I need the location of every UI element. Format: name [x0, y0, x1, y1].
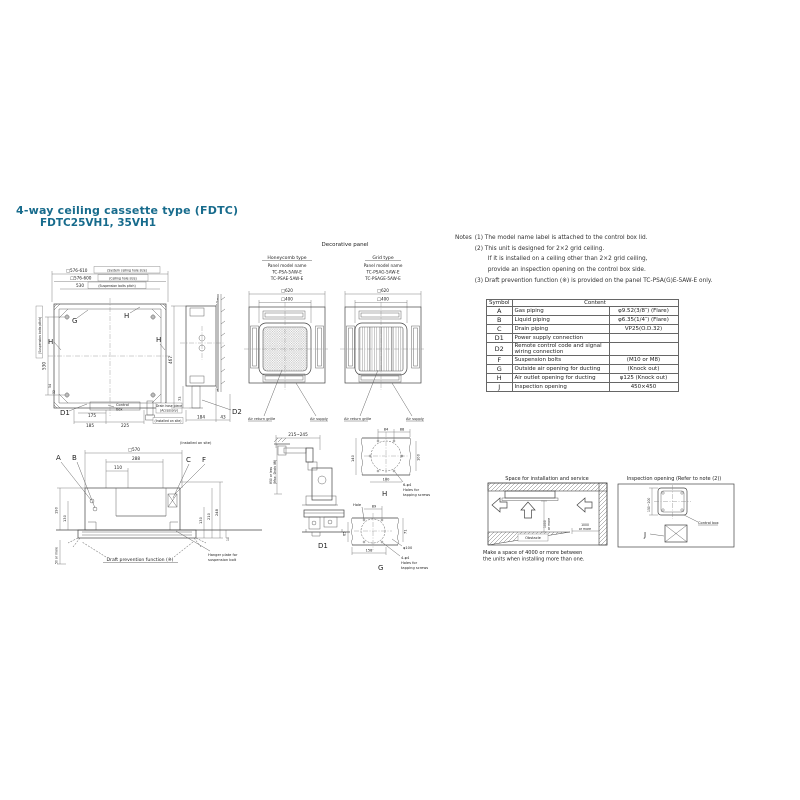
dim-phi-100: φ100	[403, 546, 413, 550]
table-row	[487, 343, 679, 356]
plan-top-dims	[52, 267, 168, 303]
side-view-drawing	[166, 288, 258, 430]
value-cell: (M10 or M8)	[609, 356, 678, 365]
label-J: J	[644, 531, 647, 539]
dim-110: 110	[114, 465, 122, 470]
section-view-drawing	[48, 438, 270, 578]
label-H-left: H	[48, 338, 54, 346]
control-box-label2: box	[116, 407, 123, 412]
table-header-row	[487, 300, 679, 307]
label-C: C	[186, 456, 191, 464]
plan-unit-outline	[48, 298, 172, 416]
label-D1: D1	[318, 542, 328, 550]
drain-detail-pipes	[274, 438, 338, 505]
note-line: (3) Draft prevention function (※) is provided on the panel TC-PSA(G)E-5AW-E only.	[474, 277, 713, 284]
inspection-labels	[643, 515, 720, 542]
h-detail-notes	[382, 472, 430, 498]
air-return-grille-label: Air return grille	[344, 417, 372, 421]
model-subtitle: FDTC25VH1, 35VH1	[40, 217, 157, 229]
table-row	[487, 316, 679, 325]
label-B: B	[72, 454, 77, 462]
note-line: provide an inspection opening on the control box side.	[487, 267, 646, 274]
dim-158: 158	[365, 548, 373, 553]
side-outline	[180, 294, 225, 408]
symbol-cell: C	[487, 325, 513, 334]
value-cell: φ125 (Knock out)	[609, 374, 678, 383]
inspection-unit	[654, 485, 691, 519]
honeycomb-panel-face	[244, 302, 328, 390]
col-header-content: Content	[512, 300, 678, 307]
dim-ceiling-hole: □576-600	[70, 275, 92, 281]
table-row	[487, 334, 679, 343]
dim-100-bottom: 100	[382, 477, 390, 482]
symbol-cell: B	[487, 316, 513, 325]
h-detail-shape	[361, 432, 410, 482]
dim-89: 89	[371, 504, 377, 509]
section-bottom-labels	[82, 531, 238, 563]
dim-10: 10	[226, 537, 230, 541]
grid-panel-face	[340, 302, 424, 390]
dim-1000-vertical-more: or more	[547, 517, 551, 530]
symbol-cell: F	[487, 356, 513, 365]
dim-1000-horizontal-more: or more	[578, 527, 592, 531]
drain-detail-dims	[269, 432, 320, 494]
plan-left-dims	[36, 306, 65, 395]
holes-note-1: Holes for	[403, 488, 420, 492]
g-detail-shape	[351, 513, 398, 550]
dim-pitch-v: 530	[41, 362, 47, 370]
dim-400: □400	[377, 296, 389, 302]
symbol-table	[486, 299, 679, 392]
item-cell: Remote control code and signal wiring connection	[512, 343, 609, 356]
dim-ceiling-hole-note: (Ceiling hole size)	[109, 276, 137, 281]
air-return-grille-label: Air return grille	[248, 417, 276, 421]
holes-count: 4-φ4	[401, 556, 410, 560]
dim-184: 184	[197, 414, 205, 420]
air-supply-label: Air supply	[310, 417, 328, 421]
dim-88: 88	[399, 427, 405, 432]
label-G: G	[72, 317, 78, 325]
item-cell: Power supply connection	[512, 334, 609, 343]
symbol-cell: D2	[487, 343, 513, 356]
item-cell: Suspension bolts	[512, 356, 609, 365]
dim-140: 140	[351, 455, 355, 462]
table-row	[487, 307, 679, 316]
label-A: A	[56, 454, 61, 462]
dim-400: □400	[281, 296, 293, 302]
draft-prevention-label: Draft prevention function (※)	[106, 558, 174, 563]
hanger-plate-label-1: Hanger plate for	[208, 553, 238, 557]
dim-215-245: 215~245	[288, 432, 308, 437]
dim-50-or-more: 50 or more	[54, 546, 59, 564]
dim-288: 288	[132, 456, 140, 461]
obstacle-label: Obstacle	[525, 536, 541, 540]
drain-hose-label: Drain hose piece	[155, 404, 183, 408]
dim-130-left: 130	[63, 515, 67, 522]
dim-32: 32	[52, 390, 56, 394]
item-cell: Gas piping	[512, 307, 609, 316]
grid-type-label: Grid type	[372, 256, 394, 261]
table-row	[487, 365, 679, 374]
table-row	[487, 325, 679, 334]
dim-73: 73	[178, 396, 182, 401]
air-outlet-knockout-detail	[348, 420, 431, 502]
hole-label: Hole	[353, 503, 362, 507]
dim-max-drain-lift-label: (Max. Drain lift)	[273, 459, 277, 484]
dim-190: 190	[54, 507, 59, 514]
dim-175: 175	[88, 413, 96, 418]
panel-model-1: TC-PSAG-5AW-E	[366, 269, 400, 275]
honeycomb-dims	[249, 288, 325, 323]
note-line: (2) This unit is designed for 2×2 grid ceiling.	[474, 245, 605, 252]
section-left-dims	[55, 488, 86, 564]
item-cell: Drain piping	[512, 325, 609, 334]
drain-hose-accessory: (Accessory)	[159, 408, 179, 413]
table-row	[487, 374, 679, 383]
table-row	[487, 356, 679, 365]
honeycomb-type-label: Honeycomb type	[267, 256, 307, 261]
dim-467: 467	[168, 356, 173, 364]
panel-model-2: TC-PSAE-5AW-E	[270, 276, 304, 281]
panel-model-2: TC-PSAGE-5AW-E	[365, 276, 401, 281]
service-space-title: Space for installation and service	[505, 476, 589, 482]
dim-bolt-pitch: 530	[76, 283, 84, 288]
notes-label: Notes	[455, 235, 472, 241]
grid-dims	[345, 288, 421, 323]
service-space-room	[488, 483, 607, 545]
value-cell: φ9.52(3/8″) (Flare)	[609, 307, 678, 316]
value-cell	[609, 334, 678, 343]
dim-620: □620	[281, 288, 293, 293]
item-cell: Liquid piping	[512, 316, 609, 325]
dim-620: □620	[377, 288, 389, 293]
inspection-opening-diagram	[614, 474, 740, 562]
label-F: F	[202, 456, 207, 464]
dim-100-right: 100	[416, 454, 421, 461]
col-header-symbol: Symbol	[487, 300, 513, 307]
dim-1000-horizontal: 1000	[581, 523, 589, 527]
dim-570: □570	[128, 447, 140, 452]
value-cell: 450×450	[609, 383, 678, 392]
holes-note-1: Holes for	[401, 561, 418, 565]
g-detail-dims	[343, 503, 413, 555]
dim-43: 43	[220, 414, 226, 420]
holes-note-2: tapping screws	[401, 566, 429, 570]
panel-model-name-label: Panel model name	[267, 263, 307, 268]
holes-count: 6-φ4	[403, 483, 412, 487]
notes-lines	[475, 233, 713, 287]
label-G: G	[378, 564, 384, 572]
control-box-label: Control box	[698, 521, 719, 525]
dim-max-drain-lift-value: 850 or less	[269, 466, 273, 484]
note-line: If it is installed on a ceiling other than 2×2 grid ceiling,	[487, 256, 648, 263]
section-top-dims	[85, 447, 182, 488]
symbol-cell: J	[487, 383, 513, 392]
drain-installed-note: (Installed on site)	[154, 419, 182, 423]
label-H-right: H	[156, 336, 162, 344]
symbol-cell: A	[487, 307, 513, 316]
plan-control-box	[90, 402, 140, 412]
item-cell: Air outlet opening for ducting	[512, 374, 609, 383]
dim-210: 210	[207, 513, 211, 520]
item-cell: Outside air opening for ducting	[512, 365, 609, 374]
plan-view-drawing	[32, 266, 182, 431]
grid-captions	[364, 255, 403, 281]
item-cell: Inspection opening	[512, 383, 609, 392]
decorative-panel-caption: Decorative panel	[321, 242, 369, 248]
label-H: H	[382, 490, 388, 498]
honeycomb-captions	[262, 255, 312, 281]
air-supply-label: Air supply	[406, 417, 424, 421]
value-cell: φ6.35(1/4″) (Flare)	[609, 316, 678, 325]
note-line: (1) The model name label is attached to the control box lid.	[474, 235, 648, 241]
section-unit-body	[56, 488, 262, 547]
dim-system-hole: □576-610	[66, 268, 88, 273]
dim-pitch-v-note: (Suspension bolts pitch)	[38, 316, 42, 354]
dim-150-200: 150~200	[647, 497, 651, 512]
value-cell: (Knock out)	[609, 365, 678, 374]
honeycomb-labels	[248, 370, 329, 421]
panel-model-name-label: Panel model name	[363, 263, 403, 268]
dim-71: 71	[403, 529, 408, 534]
symbol-cell: D1	[487, 334, 513, 343]
symbol-cell: H	[487, 374, 513, 383]
outside-air-knockout-detail	[340, 498, 470, 583]
dim-248: 248	[215, 509, 219, 516]
dim-84: 84	[383, 427, 389, 432]
label-D1: D1	[60, 409, 70, 417]
grid-labels	[344, 370, 425, 421]
control-box-label: Control	[116, 403, 129, 407]
label-H-top: H	[124, 312, 130, 320]
table-row	[487, 383, 679, 392]
inspection-title: Inspection opening (Refer to note (2))	[626, 476, 722, 482]
panel-model-1: TC-PSA-5AW-E	[272, 269, 302, 275]
dim-bolt-pitch-note: (Suspension bolts pitch)	[98, 283, 136, 288]
label-D2: D2	[232, 408, 242, 416]
dim-1000-vertical: 1000	[543, 520, 547, 528]
dim-54: 54	[48, 384, 52, 388]
value-cell	[609, 343, 678, 356]
service-note-2: the units when installing more than one.	[483, 556, 585, 563]
side-dims	[168, 306, 242, 422]
value-cell: VP25(O.D.32)	[609, 325, 678, 334]
hanger-plate-label-2: suspension bolt	[208, 558, 237, 562]
dim-65: 65	[342, 531, 347, 536]
dim-185: 185	[86, 423, 94, 428]
dim-130-right: 130	[199, 517, 203, 524]
page-title-block	[16, 204, 238, 229]
page-title: 4-way ceiling cassette type (FDTC)	[16, 204, 239, 217]
dim-system-hole-note: (System ceiling hole size)	[107, 268, 147, 273]
dim-225: 225	[121, 423, 129, 428]
service-note-1: Make a space of 4000 or more between	[483, 550, 583, 556]
holes-note-2: tapping screws	[403, 493, 431, 497]
honeycomb-panel-drawing	[246, 250, 346, 430]
notes-block	[455, 233, 785, 287]
grid-panel-drawing	[342, 250, 442, 430]
symbol-cell: G	[487, 365, 513, 374]
installed-on-site-note: (Installed on site)	[180, 441, 212, 445]
